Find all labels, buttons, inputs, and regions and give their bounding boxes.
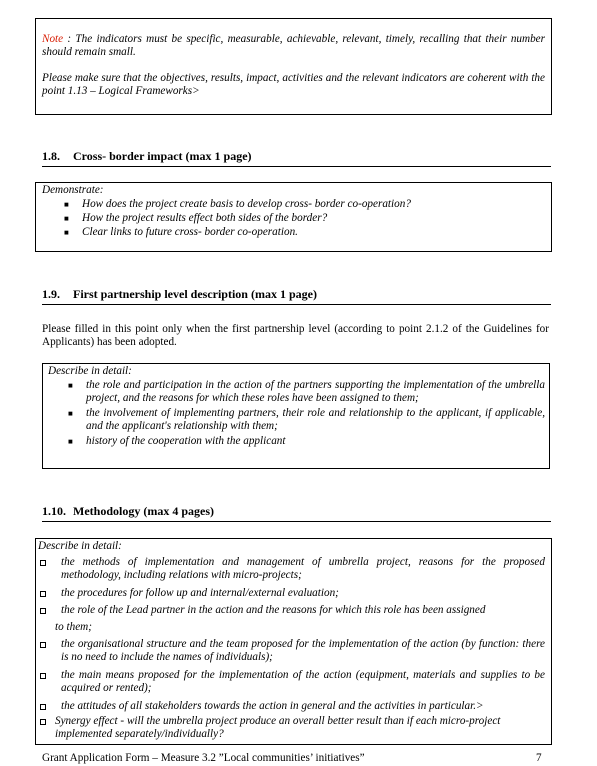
checkbox-icon [40,704,46,710]
checkbox-icon [40,591,46,597]
checkbox-icon [40,673,46,679]
box-intro: Describe in detail: [48,365,132,377]
list-item-continuation: to them; [55,621,92,633]
list-item: How the project results effect both sides of the border? [82,212,328,224]
section-number: 1.10. [42,504,66,518]
bullet-icon: ■ [64,200,69,209]
list-item: Clear links to future cross- border co-operation. [82,226,298,238]
bullet-icon: ■ [68,381,73,390]
list-item: the main means proposed for the implementation of the action (equipment, materials and supplies to be acquired or rented); [61,669,545,694]
checkbox-icon [40,642,46,648]
list-item: the organisational structure and the team proposed for the implementation of the action (by function: there is no need to include the names of individuals); [61,638,545,663]
checkbox-icon [40,719,46,725]
bullet-icon: ■ [64,214,69,223]
note-text: : The indicators must be specific, measurable, achievable, relevant, timely, recalling that their number should remain small. [42,33,545,58]
section-title: Methodology (max 4 pages) [73,504,214,518]
bullet-icon: ■ [68,409,73,418]
box-intro: Demonstrate: [42,184,104,196]
coherence-paragraph: Please make sure that the objectives, results, impact, activities and the relevant indicators are coherent with the point 1.13 – Logical Frameworks> [42,72,545,97]
box-intro: Describe in detail: [38,540,122,552]
checkbox-icon [40,560,46,566]
section-title: First partnership level description (max 1 page) [73,287,317,301]
checkbox-icon [40,608,46,614]
bullet-icon: ■ [68,437,73,446]
list-item: the involvement of implementing partners, their role and relationship to the applicant, if applicable, and the applicant's relationship with them; [86,407,545,432]
section-1-8-heading [42,149,551,167]
bullet-icon: ■ [64,228,69,237]
list-item: How does the project create basis to develop cross- border co-operation? [82,198,411,210]
section-title: Cross- border impact (max 1 page) [73,149,252,163]
list-item: the procedures for follow up and internal/external evaluation; [61,587,339,599]
section-1-9-heading [42,287,551,305]
note-label: Note [42,33,64,45]
list-item: the role of the Lead partner in the action and the reasons for which this role has been assigned [61,604,486,616]
list-item: history of the cooperation with the applicant [86,435,286,447]
footer-text: Grant Application Form – Measure 3.2 ”Local communities’ initiatives” [42,752,365,764]
section-number: 1.9. [42,287,60,301]
list-item: the role and participation in the action of the partners supporting the implementation of the umbrella project, and the reasons for which these roles have been assigned to them; [86,379,545,404]
list-item: the attitudes of all stakeholders towards the action in general and the activities in particular.> [61,700,484,712]
section-1-9-paragraph: Please filled in this point only when the first partnership level (according to point 2.1.2 of the Guidelines for Applicants) has been adopted. [42,323,549,348]
note-paragraph [42,33,545,59]
section-number: 1.8. [42,149,60,163]
list-item: the methods of implementation and management of umbrella project, reasons for the proposed methodology, including relations with micro-projects; [61,556,545,581]
page-number: 7 [536,752,542,764]
section-1-10-heading [42,504,551,522]
list-item: Synergy effect - will the umbrella project produce an overall better result than if each micro-project implemented separately/individually? [55,715,501,740]
